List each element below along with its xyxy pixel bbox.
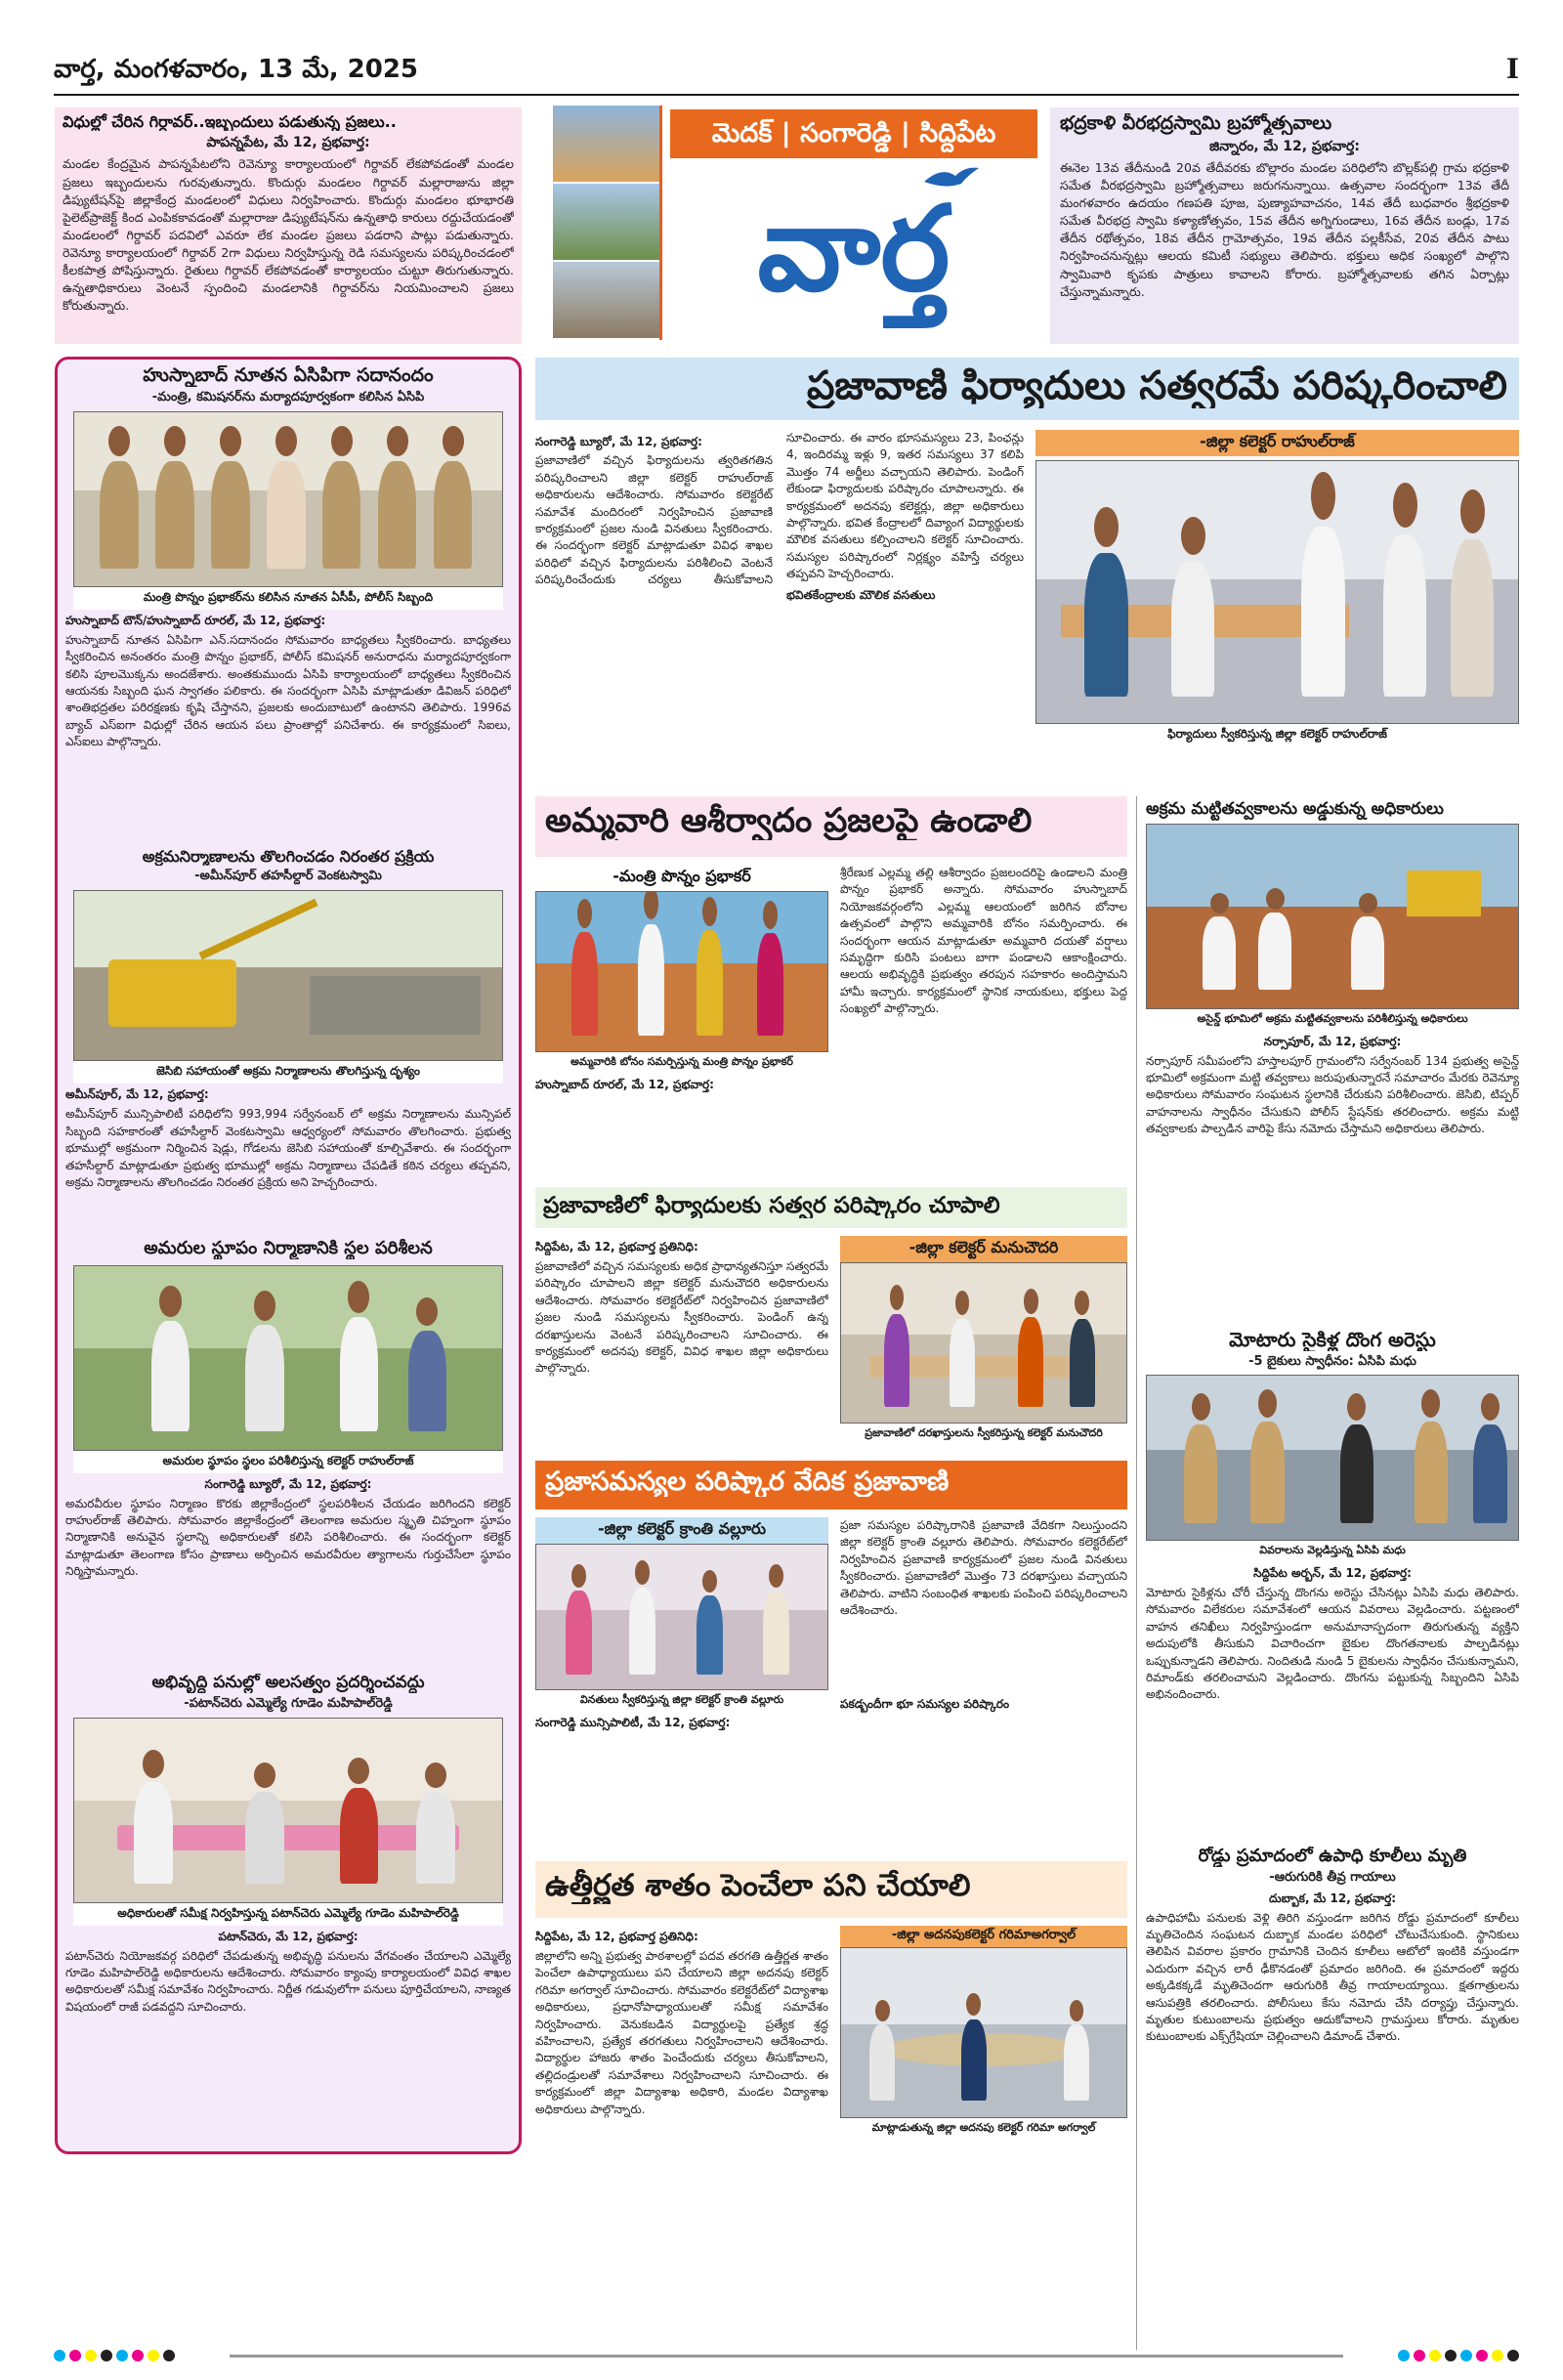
photo-mining-site: [1146, 824, 1519, 1009]
body-text: శ్రీరేణుక ఎల్లమ్మ తల్లి ఆశీర్వాదం ప్రజలందరిపై ఉండాలని మంత్రి పొన్నం ప్రభాకర్ అన్నారు. సోమవారం హుస్నాబాద్ నియోజకవర్గంలోని ఎల్లమ్మ ఆలయంలో జరిగిన బోనాల ఉత్సవంలో పాల్గొని అమ్మవారికి బోనం సమర్పించారు. ఈ సందర్భంగా ఆయన మాట్లాడుతూ అమ్మవారి దయతో వర్షాలు సమృద్ధిగా కురిసి పంటలు బాగా పండాలని ఆకాంక్షించారు. ఆలయ అభివృద్ధికి ప్రభుత్వం తరపున సహకారం అందిస్తామని హామీ ఇచ్చారు. కార్యక్రమంలో స్థానిక నాయకులు, భక్తులు పెద్ద సంఖ్యలో పాల్గొన్నారు.: [840, 866, 1127, 1016]
text-block: [535, 1926, 828, 2339]
body-text: పటాన్‌చెరు నియోజకవర్గ పరిధిలో చేపడుతున్న అభివృద్ధి పనులను వేగవంతం చేయాలని ఎమ్మెల్యే గూడెం మహిపాల్‌రెడ్డి అధికారులను ఆదేశించారు. సోమవారం క్యాంపు కార్యాలయంలో వివిధ శాఖల అధికారులతో సమీక్ష సమావేశం నిర్వహించారు. నిర్ణీత గడువులోగా పనులు పూర్తిచేయాలని, నాణ్యత విషయంలో రాజీ పడవద్దని సూచించారు.: [65, 1948, 511, 2014]
lead-headline-banner: [535, 358, 1519, 420]
headline: మోటారు సైకిళ్ల దొంగ అరెస్టు: [1229, 1329, 1436, 1351]
dateline: హుస్నాబాద్ టౌన్/హుస్నాబాద్ రూరల్, మే 12, ప్రభవార్త:: [65, 613, 326, 627]
headline: విధుల్లో చేరిన గిర్దావర్..ఇబ్బందులు పడుతున్న ప్రజలు..: [63, 113, 397, 131]
print-registration-bar: [54, 2350, 1519, 2363]
column-rule: [1136, 796, 1137, 2350]
story-pass-percentage: [535, 1861, 1127, 2348]
masthead: [553, 106, 1041, 340]
lead-photo-block: [1035, 430, 1519, 782]
photo-caption: అధికారులతో సమీక్ష నిర్వహిస్తున్న పటాన్‌చెరు ఎమ్మెల్యే గూడెం మహిపాల్‌రెడ్డి: [73, 1903, 503, 1926]
story-prajavani-vedika: [535, 1461, 1127, 1851]
photo-caption: ప్రజావాణిలో దరఖాస్తులను స్వీకరిస్తున్న కలెక్టర్ మనుచౌదరి: [840, 1424, 1127, 1445]
headline: భద్రకాళి వీరభద్రస్వామి బ్రహ్మోత్సవాలు: [1060, 113, 1332, 134]
dateline: నర్సాపూర్, మే 12, ప్రభవార్త:: [1263, 1034, 1402, 1048]
story-bike-thief: [1146, 1329, 1519, 1837]
dateline: అమీన్‌పూర్, మే 12, ప్రభవార్త:: [65, 1087, 209, 1102]
story-ammavari: [535, 796, 1127, 1177]
masthead-district-band: మెదక్ | సంగారెడ్డి | సిద్దిపేట: [670, 109, 1037, 158]
story-martyrs-memorial: [65, 1239, 511, 1669]
headline-banner: [535, 1861, 1127, 1918]
body-text: అమరవీరుల స్థూపం నిర్మాణం కొరకు జిల్లాకేంద్రంలో స్థలపరిశీలన చేయడం జరిగిందని కలెక్టర్ రాహుల్‌రాజ్ తెలిపారు. సోమవారం జిల్లాకేంద్రంలో తెలంగాణ అమరుల స్మృతి చిహ్నంగా స్థూపం నిర్మాణానికి అనువైన స్థలాన్ని అధికారులతో కలిసి పరిశీలించారు. ఈ సందర్భంగా కలెక్టర్ మాట్లాడుతూ తెలంగాణ కోసం ప్రాణాలు అర్పించిన అమరవీరుల త్యాగాలను గుర్తుచేసేలా స్థూపం నిర్మిస్తామన్నారు.: [65, 1496, 511, 1579]
headline-banner: [535, 1187, 1127, 1228]
headline: అభివృద్ధి పనుల్లో అలసత్వం ప్రదర్శించవద్దు: [151, 1674, 425, 1692]
photo-review-meeting: [73, 1718, 503, 1903]
left-sidebar: [55, 357, 522, 2154]
photo-caption: అమరుల స్థూపం స్థలం పరిశీలిస్తున్న కలెక్టర్ రాహుల్‌రాజ్: [73, 1451, 503, 1473]
subhead: భవితకేంద్రాలకు మౌలిక వసతులు: [786, 587, 936, 602]
photo-caption: అసైన్డ్ భూమిలో అక్రమ మట్టితవ్వకాలను పరిశీలిస్తున్న అధికారులు: [1146, 1009, 1519, 1031]
dateline: పటాన్‌చెరు, మే 12, ప్రభవార్త:: [218, 1929, 359, 1943]
photo-collector-petitions: [840, 1262, 1127, 1424]
photo-prajavani: [1035, 460, 1519, 724]
photo-block: [535, 1517, 828, 1734]
headline: అక్రమనిర్మాణాలను తొలగించడం నిరంతర ప్రక్రియ: [142, 848, 435, 866]
kicker: -మంత్రి పొన్నం ప్రభాకర్: [535, 865, 828, 891]
body-text: జిల్లాలోని అన్ని ప్రభుత్వ పాఠశాలల్లో పదవ తరగతి ఉత్తీర్ణత శాతం పెంచేలా ఉపాధ్యాయులు పని చేయాలని జిల్లా అదనపు కలెక్టర్ గరిమా అగర్వాల్ సూచించారు. సోమవారం కలెక్టరేట్‌లో విద్యాశాఖ అధికారులు, ప్రధానోపాధ్యాయులతో సమీక్ష సమావేశం నిర్వహించారు. వెనుకబడిన విద్యార్థులపై ప్రత్యేక శ్రద్ధ వహించాలని, ప్రత్యేక తరగతులు నిర్వహించాలని ఆదేశించారు. విద్యార్థుల హాజరు శాతం పెంచేందుకు చర్యలు తీసుకోవాలని, తల్లిదండ్రులతో సమావేశాలు నిర్వహించాలని సూచించారు. ఈ కార్యక్రమంలో జిల్లా విద్యాశాఖ అధికారి, మండల విద్యాశాఖ అధికారులు పాల్గొన్నారు.: [535, 1949, 828, 2116]
photo-block: [840, 1236, 1127, 1445]
headline: అక్రమ మట్టితవ్వకాలను అడ్డుకున్న అధికారులు: [1146, 799, 1444, 819]
dateline: హుస్నాబాద్ రూరల్, మే 12, ప్రభవార్త:: [535, 1078, 714, 1091]
kicker: -పటాన్‌చెరు ఎమ్మెల్యే గూడెం మహిపాల్‌రెడ్డి: [184, 1695, 393, 1711]
headline: హుస్నాబాద్ నూతన ఏసిపిగా సదానందం: [143, 365, 434, 386]
dateline: సిద్దిపేట, మే 12, ప్రభవార్త ప్రతినిధి:: [535, 1240, 698, 1254]
kicker: -జిల్లా కలెక్టర్ మనుచౌదరి: [840, 1236, 1127, 1262]
kicker: -జిల్లా అదనపుకలెక్టర్ గరిమాఅగర్వాల్: [840, 1926, 1127, 1947]
body-text: ఉపాధిహామీ పనులకు వెళ్లి తిరిగి వస్తుండగా జరిగిన రోడ్డు ప్రమాదంలో కూలీలు మృతిచెందిన సంఘటన దుబ్బాక మండల పరిధిలో చోటుచేసుకుంది. స్థానికులు తెలిపిన వివరాల ప్రకారం గ్రామానికి చెందిన కూలీలు ఆటోలో ఇంటికి వస్తుండగా ఎదురుగా వచ్చిన లారీ ఢీకొనడంతో ప్రమాదం జరిగింది. ఈ ప్రమాదంలో ఇద్దరు అక్కడికక్కడే మృతిచెందగా ఆరుగురికి తీవ్ర గాయాలయ్యాయి. క్షతగాత్రులను ఆసుపత్రికి తరలించారు. పోలీసులు కేసు నమోదు చేసి దర్యాప్తు చేస్తున్నారు. మృతుల కుటుంబాలను ప్రభుత్వం ఆదుకోవాలని గ్రామస్తులు కోరారు. మృతుల కుటుంబాలకు ఎక్స్‌గ్రేషియా చెల్లించాలని డిమాండ్ చేశారు.: [1146, 1910, 1519, 2044]
photo-demolition: [73, 890, 503, 1061]
dateline: పాపన్నపేట, మే 12, ప్రభవార్త:: [206, 135, 370, 151]
masthead-photo-strip: [553, 106, 662, 340]
body-text: నర్సాపూర్ సమీపంలోని హస్తాలపూర్ గ్రామంలోని సర్వేనంబర్ 134 ప్రభుత్వ అసైన్డ్ భూమిలో అక్రమంగా మట్టి తవ్వకాలు జరుపుతున్నారనే సమాచారం మేరకు రెవెన్యూ అధికారులు సోమవారం సంఘటన స్థలానికి చేరుకుని పరిశీలించారు. జెసిబి, టిప్పర్ వాహనాలను స్వాధీనం చేసుకుని పోలీస్ స్టేషన్‌కు తరలించారు. అక్రమ మట్టి తవ్వకాలకు పాల్పడిన వారిపై కేసు నమోదు చేస్తామని అధికారులు తెలిపారు.: [1146, 1053, 1519, 1136]
photo-caption: వినతులు స్వీకరిస్తున్న జిల్లా కలెక్టర్ క్రాంతి వల్లూరు: [535, 1690, 828, 1712]
story-bhadrakali: [1050, 107, 1519, 344]
headline: ప్రజావాణి ఫిర్యాదులు సత్వరమే పరిష్కరించాలి: [806, 363, 1507, 408]
kicker: -మంత్రి, కమిషనర్‌ను మర్యాదపూర్వకంగా కలిసిన ఏసిపి: [151, 389, 425, 404]
photo-bonalu: [535, 891, 828, 1052]
photo-education-review: [840, 1947, 1127, 2118]
headline: ప్రజాసమస్యల పరిష్కార వేదిక ప్రజావాణి: [545, 1466, 950, 1497]
dateline: సంగారెడ్డి బ్యూరో, మే 12, ప్రభవార్త:: [535, 435, 702, 448]
page-number: I: [1505, 53, 1519, 85]
lead-story: [535, 358, 1519, 787]
photo-caption: అమ్మవారికి బోనం సమర్పిస్తున్న మంత్రి పొన్నం ప్రభాకర్: [535, 1052, 828, 1074]
dateline: సంగారెడ్డి మున్సిపాలిటీ, మే 12, ప్రభవార్త:: [535, 1716, 731, 1729]
photo-block: [535, 865, 828, 1096]
headline-banner: [535, 796, 1127, 857]
text-block: [840, 1517, 1127, 1716]
dateline: సిద్దిపేట, మే 12, ప్రభవార్త ప్రతినిధి:: [535, 1930, 698, 1943]
dateline: సిద్దిపేట అర్బన్, మే 12, ప్రభవార్త:: [1253, 1566, 1412, 1580]
photo-caption: ఫిర్యాదులు స్వీకరిస్తున్న జిల్లా కలెక్టర్ రాహుల్‌రాజ్: [1035, 724, 1519, 746]
photo-site-inspection: [73, 1265, 503, 1451]
photo-petitions: [535, 1544, 828, 1690]
body-text: హుస్నాబాద్ నూతన ఏసిపిగా ఎన్.సదానందం సోమవారం బాధ్యతలు స్వీకరించారు. బాధ్యతలు స్వీకరించిన అనంతరం మంత్రి పొన్నం ప్రభాకర్, పోలీస్ కమిషనర్ అనురాధను మర్యాదపూర్వకంగా కలిసి పూలమొక్కను అందజేశారు. అంతకుముందు ఏసిపి కార్యాలయంలో బాధ్యతలు స్వీకరించిన ఆయనకు సిబ్బంది ఘన స్వాగతం పలికారు. ఈ సందర్భంగా ఏసిపి మాట్లాడుతూ డివిజన్ పరిధిలో శాంతిభద్రతల పరిరక్షణకు కృషి చేస్తానని, ప్రజలకు అందుబాటులో ఉంటానని తెలిపారు. 1996వ బ్యాచ్ ఎస్ఐగా విధుల్లో చేరిన ఆయన పలు ప్రాంతాల్లో పనిచేశారు. ఈ కార్యక్రమంలో సిఐలు, ఎస్ఐలు పాల్గొన్నారు.: [65, 632, 511, 749]
body-paragraph: ప్రజావాణిలో వచ్చిన ఫిర్యాదులను త్వరితగతిన పరిష్కరించాలని జిల్లా కలెక్టర్ రాహుల్‌రాజ్ అధికారులను ఆదేశించారు. సోమవారం కలెక్టరేట్ సమావేశ మందిరంలో నిర్వహించిన ప్రజావాణి కార్యక్రమంలో ప్రజల నుండి వినతులు స్వీకరించారు. ఈ సందర్భంగా కలెక్టర్ మాట్లాడుతూ వివిధ శాఖల పరిధిలో వచ్చిన ఫిర్యాదులను పరిశీలించి వెంటనే పరిష్కరించేందుకు చర్యలు తీసుకోవాలని సూచించారు. ఈ వారం భూసమస్యలు 23, పింఛన్లు 4, ఇందిరమ్మ ఇళ్లు 9, ఇతర సమస్యలు 37 కలిపి మొత్తం 74 అర్జీలు వచ్చాయని తెలిపారు. పెండింగ్ లేకుండా ఫిర్యాదులకు పరిష్కారం చూపాలన్నారు. ఈ కార్యక్రమంలో అదనపు కలెక్టర్లు, జిల్లా అధికారులు పాల్గొన్నారు. భవిత కేంద్రాలలో దివ్యాంగ విద్యార్థులకు మౌలిక వసతులు కల్పించాలని కలెక్టర్ సూచించారు. సమస్యల పరిష్కారంలో నిర్లక్ష్యం వహిస్తే చర్యలు తప్పవని హెచ్చరించారు.: [535, 431, 1024, 587]
headline: రోడ్డు ప్రమాదంలో ఉపాధి కూలీలు మృతి: [1198, 1847, 1467, 1866]
page-date: వార్త, మంగళవారం, 13 మే, 2025: [54, 55, 419, 84]
story-acp: [65, 365, 511, 844]
headline: ప్రజావాణిలో ఫిర్యాదులకు సత్వర పరిష్కారం చూపాలి: [543, 1193, 1000, 1218]
headline-banner: [535, 1461, 1127, 1509]
headline: అమరుల స్థూపం నిర్మాణానికి స్థల పరిశీలన: [144, 1239, 433, 1258]
page-header: [54, 49, 1519, 96]
story-road-accident: [1146, 1847, 1519, 2348]
text-block: [535, 1236, 828, 1444]
body-text: [535, 430, 1024, 782]
masthead-title: వార్త: [757, 180, 950, 318]
dateline: జిన్నారం, మే 12, ప్రభవార్త:: [1209, 138, 1360, 154]
headline: అమ్మవారి ఆశీర్వాదం ప్రజలపై ఉండాలి: [545, 802, 1033, 840]
kicker: -5 బైకులు స్వాధీనం: ఏసిపి మధు: [1248, 1354, 1416, 1369]
body-text: మండల కేంద్రమైన పాపన్నపేటలోని రెవెన్యూ కార్యాలయంలో గిర్దావర్ లేకపోవడంతో మండల ప్రజలు ఇబ్బందులను గురవుతున్నారు. కొందుర్గు మండలం గిర్దావర్ మల్లారాజును జిల్లా డిప్యుటేషన్‌పై జిల్లాకేంద్ర మండలంలో విధులు నిర్వహించారు. కొందుర్గు మండలం భూభారతి పైలెట్‌ప్రాజెక్ట్ కింద ఎంపికకావడంతో మల్లారాజు డిప్యుటేషన్‌ను ఉన్నతాధి కారులు రద్దుచేయడంతో మండలంలో గిర్దావర్ పదవిలో ఎవరూ లేక మండల ప్రజలు పడరాని పాట్లు పడుతున్నారు. రెవెన్యూ కార్యాలయంలో గిర్దావర్ 2గా విధులు నిర్వహిస్తున్న రెడి సమస్యలను పరిష్కరించడంలో కీలకపాత్ర పోషిస్తున్నారు. రైతులు గిర్దావర్ లేకపోవడంతో కార్యాలయం చుట్టూ తిరుగుతున్నారు. ఉన్నతాధికారులు వెంటనే స్పందించి మండలానికి గిర్దావర్‌ను నియమించాలని ప్రజలు కోరుతున్నారు.: [63, 156, 514, 314]
story-illegal-constructions: [65, 848, 511, 1234]
body-text: అమీన్‌పూర్ మున్సిపాలిటీ పరిధిలోని 993,994 సర్వేనంబర్ లో అక్రమ నిర్మాణాలను మున్సిపల్ సిబ్బంది సహకారంతో తహసీల్దార్ వెంకటస్వామి ఆధ్వర్యంలో సోమవారం తొలగించారు. ప్రభుత్వ భూముల్లో అక్రమంగా నిర్మించిన షెడ్లు, గోడలను జెసిబి సహాయంతో కూల్చివేశారు. ఈ సందర్భంగా తహసీల్దార్ మాట్లాడుతూ ప్రభుత్వ భూముల్లో అక్రమ నిర్మాణాలు చేపడితే కఠిన చర్యలు తప్పవని, అక్రమ నిర్మాణాలను తొలగించడం నిరంతర ప్రక్రియ అని హెచ్చరించారు.: [65, 1107, 511, 1189]
dateline: దుబ్బాక, మే 12, ప్రభవార్త:: [1268, 1891, 1397, 1905]
story-girdawar: [55, 107, 522, 344]
photo-acp: [73, 411, 503, 587]
body-text: ఈనెల 13వ తేదీనుండి 20వ తేదీవరకు బొల్లారం మండల పరిధిలోని బొల్లక్‌పల్లి గ్రామ భద్రకాళి సమేత వీరభద్రస్వామి బ్రహ్మోత్సవాలు జరుగనున్నాయి. ఉత్సవాల సందర్భంగా 13వ తేదీ మంగళవారం ఉదయం గణపతి పూజ, పుణ్యాహవాచనం, 14వ తేదీ బుధవారం శ్రీభద్రకాళి సమేత వీరభద్ర స్వామి కళ్యాణోత్సవం, 15వ తేదీన అగ్నిగుండాలు, 16వ తేదీన బండ్లు, 17వ తేదీన రథోత్సవం, 18వ తేదీన గ్రామోత్సవం, 19వ తేదీన పల్లకీసేవ, 20వ తేదీన పాటు నిర్వహించనున్నట్లు ఆలయ కమిటీ సభ్యులు తెలిపారు. భక్తులు అధిక సంఖ్యలో పాల్గొని స్వామివారి కృపకు పాత్రులు కావాలని కోరారు. బ్రహ్మోత్సవాలకు తగిన ఏర్పాట్లు చేస్తున్నామన్నారు.: [1060, 159, 1509, 299]
body-text: మోటారు సైకిళ్లను చోరీ చేస్తున్న దొంగను అరెస్టు చేసినట్లు ఏసిపి మధు తెలిపారు. సోమవారం విలేకరుల సమావేశంలో ఆయన వివరాలు వెల్లడించారు. పట్టణంలో వాహన తనిఖీలు నిర్వహిస్తుండగా అనుమానాస్పదంగా తిరుగుతున్న వ్యక్తిని అదుపులోకి తీసుకుని విచారించగా బైకుల దొంగతనాలకు పాల్పడినట్లు ఒప్పుకున్నాడని తెలిపారు. నిందితుడి నుండి 5 బైకులను స్వాధీనం చేసుకున్నామని, రిమాండ్‌కు తరలించామని వెల్లడించారు. దొంగను పట్టుకున్న సిబ్బందిని ఏసిపి అభినందించారు.: [1146, 1586, 1519, 1702]
kicker: -ఆరుగురికి తీవ్ర గాయాలు: [1269, 1869, 1396, 1885]
photo-block: [840, 1926, 1127, 2140]
photo-caption: వివరాలను వెల్లడిస్తున్న ఏసిపి మధు: [1146, 1541, 1519, 1562]
headline: ఉత్తీర్ణత శాతం పెంచేలా పని చేయాలి: [545, 1869, 971, 1903]
kicker: -అమీన్‌పూర్ తహసీల్దార్ వెంకటస్వామి: [194, 869, 382, 884]
story-development-works: [65, 1674, 511, 2150]
body-text: ప్రజావాణిలో వచ్చిన సమస్యలకు అధిక ప్రాధాన్యతనిస్తూ సత్వరమే పరిష్కారం చూపాలని జిల్లా కలెక్టర్ మనుచౌదరి అధికారులను ఆదేశించారు. సోమవారం కలెక్టరేట్‌లో నిర్వహించిన ప్రజావాణిలో ప్రజల నుండి సమస్యలను స్వీకరించారు. పెండింగ్ ఉన్న దరఖాస్తులను వెంటనే పరిష్కరించాలని సూచించారు. ఈ కార్యక్రమంలో అదనపు కలెక్టర్, వివిధ శాఖల జిల్లా అధికారులు పాల్గొన్నారు.: [535, 1259, 828, 1376]
dateline: సంగారెడ్డి బ్యూరో, మే 12, ప్రభవార్త:: [204, 1476, 372, 1491]
photo-caption: జెసిబి సహాయంతో అక్రమ నిర్మాణాలను తొలగిస్తున్న దృశ్యం: [73, 1061, 503, 1084]
photo-caption: మాట్లాడుతున్న జిల్లా అదనపు కలెక్టర్ గరిమా అగర్వాల్: [840, 2118, 1127, 2140]
subhead: పకడ్బందీగా భూ సమస్యల పరిష్కారం: [840, 1697, 1010, 1711]
story-illegal-mining: [1146, 796, 1519, 1319]
photo-caption: మంత్రి పొన్నం ప్రభాకర్‌ను కలిసిన నూతన ఏసీపీ, పోలీస్ సిబ్బంది: [73, 587, 503, 610]
photo-seized-bikes: [1146, 1375, 1519, 1541]
kicker: -జిల్లా కలెక్టర్ క్రాంతి వల్లూరు: [535, 1517, 828, 1544]
kicker: -జిల్లా కలెక్టర్ రాహుల్‌రాజ్: [1035, 430, 1519, 456]
story-prajavani-siddipet: [535, 1187, 1127, 1451]
body-text: ప్రజా సమస్యల పరిష్కారానికి ప్రజావాణి వేదికగా నిలుస్తుందని జిల్లా కలెక్టర్ క్రాంతి వల్లూరు తెలిపారు. సోమవారం కలెక్టరేట్‌లో నిర్వహించిన ప్రజావాణి కార్యక్రమంలో ప్రజల నుండి వినతులు స్వీకరించారు. ప్రజావాణిలో మొత్తం 73 దరఖాస్తులు వచ్చాయని తెలిపారు. వాటిని సంబంధిత శాఖలకు పంపించి పరిష్కరించాలని ఆదేశించారు.: [840, 1518, 1127, 1617]
